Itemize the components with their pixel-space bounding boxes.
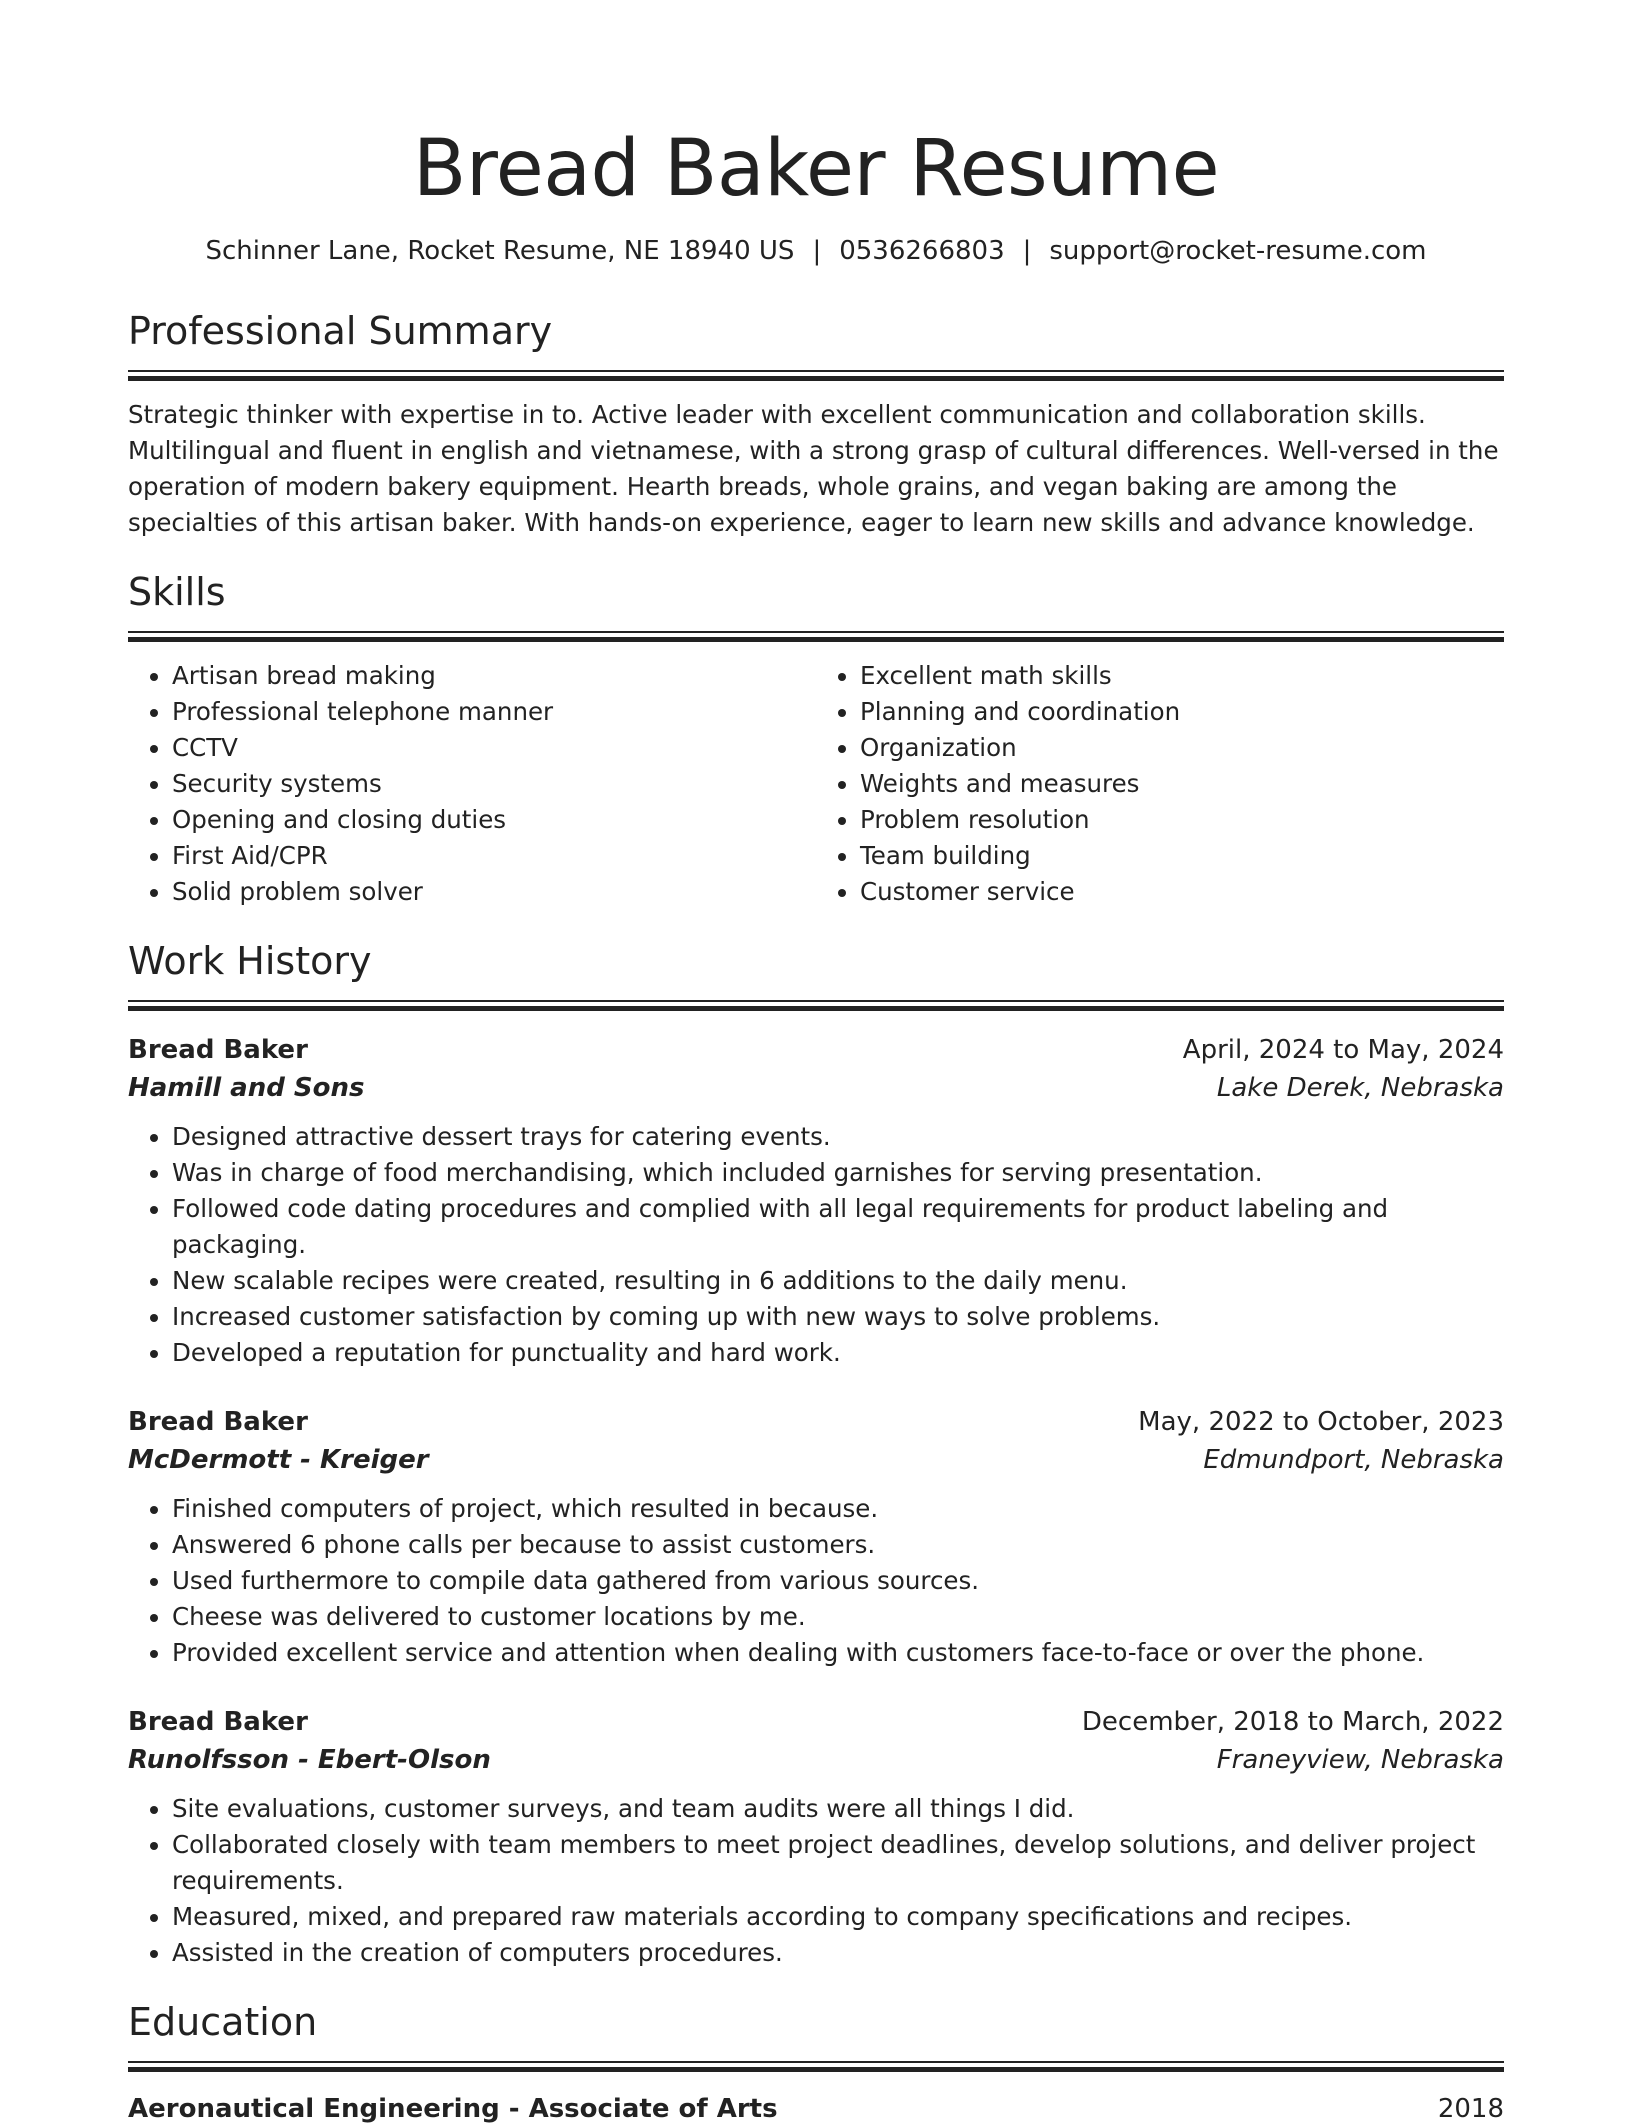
skill-item: • Planning and coordination: [860, 694, 1504, 730]
skills-columns: [128, 658, 1504, 910]
summary-heading: Professional Summary: [128, 309, 553, 353]
list-item: • Increased customer satisfaction by coming up with new ways to solve problems.: [172, 1299, 1504, 1335]
job-bullets: [128, 1791, 1504, 1971]
job-company-row: [128, 1069, 1504, 1107]
job-location: Lake Derek, Nebraska: [1216, 1073, 1504, 1103]
list-item: • Measured, mixed, and prepared raw materials according to company specifications and recipes.: [172, 1899, 1504, 1935]
job-title: Bread Baker: [128, 1035, 308, 1065]
job-title: Bread Baker: [128, 1407, 308, 1437]
section-divider: [128, 2061, 1504, 2072]
summary-section: [128, 309, 1504, 541]
summary-text: Strategic thinker with expertise in to. Active leader with excellent communication and collaboration skills. Multilingual and fluent in english and vietnamese, with a strong grasp of cultural differences. Well-versed in the operation of modern bakery equipment. Hearth breads, whole grains, and vegan baking are among the specialties of this artisan baker. With hands-on experience, eager to learn new skills and advance knowledge.: [128, 400, 1499, 537]
job-header-row: [128, 1031, 1504, 1069]
education-year: 2018: [1437, 2094, 1504, 2124]
skills-heading: Skills: [128, 570, 226, 614]
section-divider: [128, 370, 1504, 381]
skill-item: • Security systems: [172, 766, 816, 802]
education-section: [128, 2000, 1504, 2128]
skills-section: [128, 570, 1504, 910]
work-history-section: [128, 939, 1504, 1971]
job-header-row: [128, 1703, 1504, 1741]
job-entry: [128, 1031, 1504, 1371]
education-entry: [128, 2090, 1504, 2128]
contact-email: support@rocket-resume.com: [1049, 236, 1427, 266]
skill-item: • Customer service: [860, 874, 1504, 910]
list-item: • Collaborated closely with team members to meet project deadlines, develop solutions, and deliver project requirements.: [172, 1827, 1504, 1899]
job-entry: [128, 1703, 1504, 1971]
job-company: Hamill and Sons: [128, 1073, 365, 1103]
job-dates: May, 2022 to October, 2023: [1138, 1407, 1504, 1437]
job-company-row: [128, 1441, 1504, 1479]
job-bullets: [128, 1119, 1504, 1371]
skills-list-left: [128, 658, 816, 910]
job-bullets: [128, 1491, 1504, 1671]
skill-item: • Solid problem solver: [172, 874, 816, 910]
contact-line: [128, 238, 1504, 264]
skill-item: • Problem resolution: [860, 802, 1504, 838]
list-item: • Provided excellent service and attention when dealing with customers face-to-face or over the phone.: [172, 1635, 1504, 1671]
skill-item: • CCTV: [172, 730, 816, 766]
skill-item: • Excellent math skills: [860, 658, 1504, 694]
list-item: • Developed a reputation for punctuality and hard work.: [172, 1335, 1504, 1371]
job-company: Runolfsson - Ebert-Olson: [128, 1745, 491, 1775]
list-item: • Used furthermore to compile data gathered from various sources.: [172, 1563, 1504, 1599]
contact-address: Schinner Lane, Rocket Resume, NE 18940 US: [205, 236, 795, 266]
work-history-heading: Work History: [128, 939, 372, 983]
contact-phone: 0536266803: [839, 236, 1005, 266]
resume-title: Bread Baker Resume: [412, 124, 1220, 214]
contact-separator: |: [1022, 236, 1032, 266]
skill-item: • First Aid/CPR: [172, 838, 816, 874]
job-dates: April, 2024 to May, 2024: [1182, 1035, 1504, 1065]
section-divider: [128, 631, 1504, 642]
job-dates: December, 2018 to March, 2022: [1081, 1707, 1504, 1737]
list-item: • New scalable recipes were created, resulting in 6 additions to the daily menu.: [172, 1263, 1504, 1299]
list-item: • Cheese was delivered to customer locations by me.: [172, 1599, 1504, 1635]
education-heading: Education: [128, 2000, 318, 2044]
list-item: • Assisted in the creation of computers procedures.: [172, 1935, 1504, 1971]
list-item: • Followed code dating procedures and complied with all legal requirements for product labeling and packaging.: [172, 1191, 1504, 1263]
list-item: • Answered 6 phone calls per because to assist customers.: [172, 1527, 1504, 1563]
section-divider: [128, 1000, 1504, 1011]
job-company: McDermott - Kreiger: [128, 1445, 429, 1475]
contact-separator: |: [812, 236, 822, 266]
list-item: • Was in charge of food merchandising, which included garnishes for serving presentation.: [172, 1155, 1504, 1191]
education-degree: Aeronautical Engineering - Associate of Arts: [128, 2094, 778, 2124]
list-item: • Site evaluations, customer surveys, and team audits were all things I did.: [172, 1791, 1504, 1827]
job-company-row: [128, 1741, 1504, 1779]
skill-item: • Artisan bread making: [172, 658, 816, 694]
skill-item: • Team building: [860, 838, 1504, 874]
job-location: Edmundport, Nebraska: [1203, 1445, 1504, 1475]
skill-item: • Weights and measures: [860, 766, 1504, 802]
skill-item: • Organization: [860, 730, 1504, 766]
job-header-row: [128, 1403, 1504, 1441]
skill-item: • Professional telephone manner: [172, 694, 816, 730]
job-entry: [128, 1403, 1504, 1671]
skills-list-right: [816, 658, 1504, 910]
job-location: Franeyview, Nebraska: [1216, 1745, 1504, 1775]
list-item: • Finished computers of project, which resulted in because.: [172, 1491, 1504, 1527]
list-item: • Designed attractive dessert trays for catering events.: [172, 1119, 1504, 1155]
skill-item: • Opening and closing duties: [172, 802, 816, 838]
job-title: Bread Baker: [128, 1707, 308, 1737]
